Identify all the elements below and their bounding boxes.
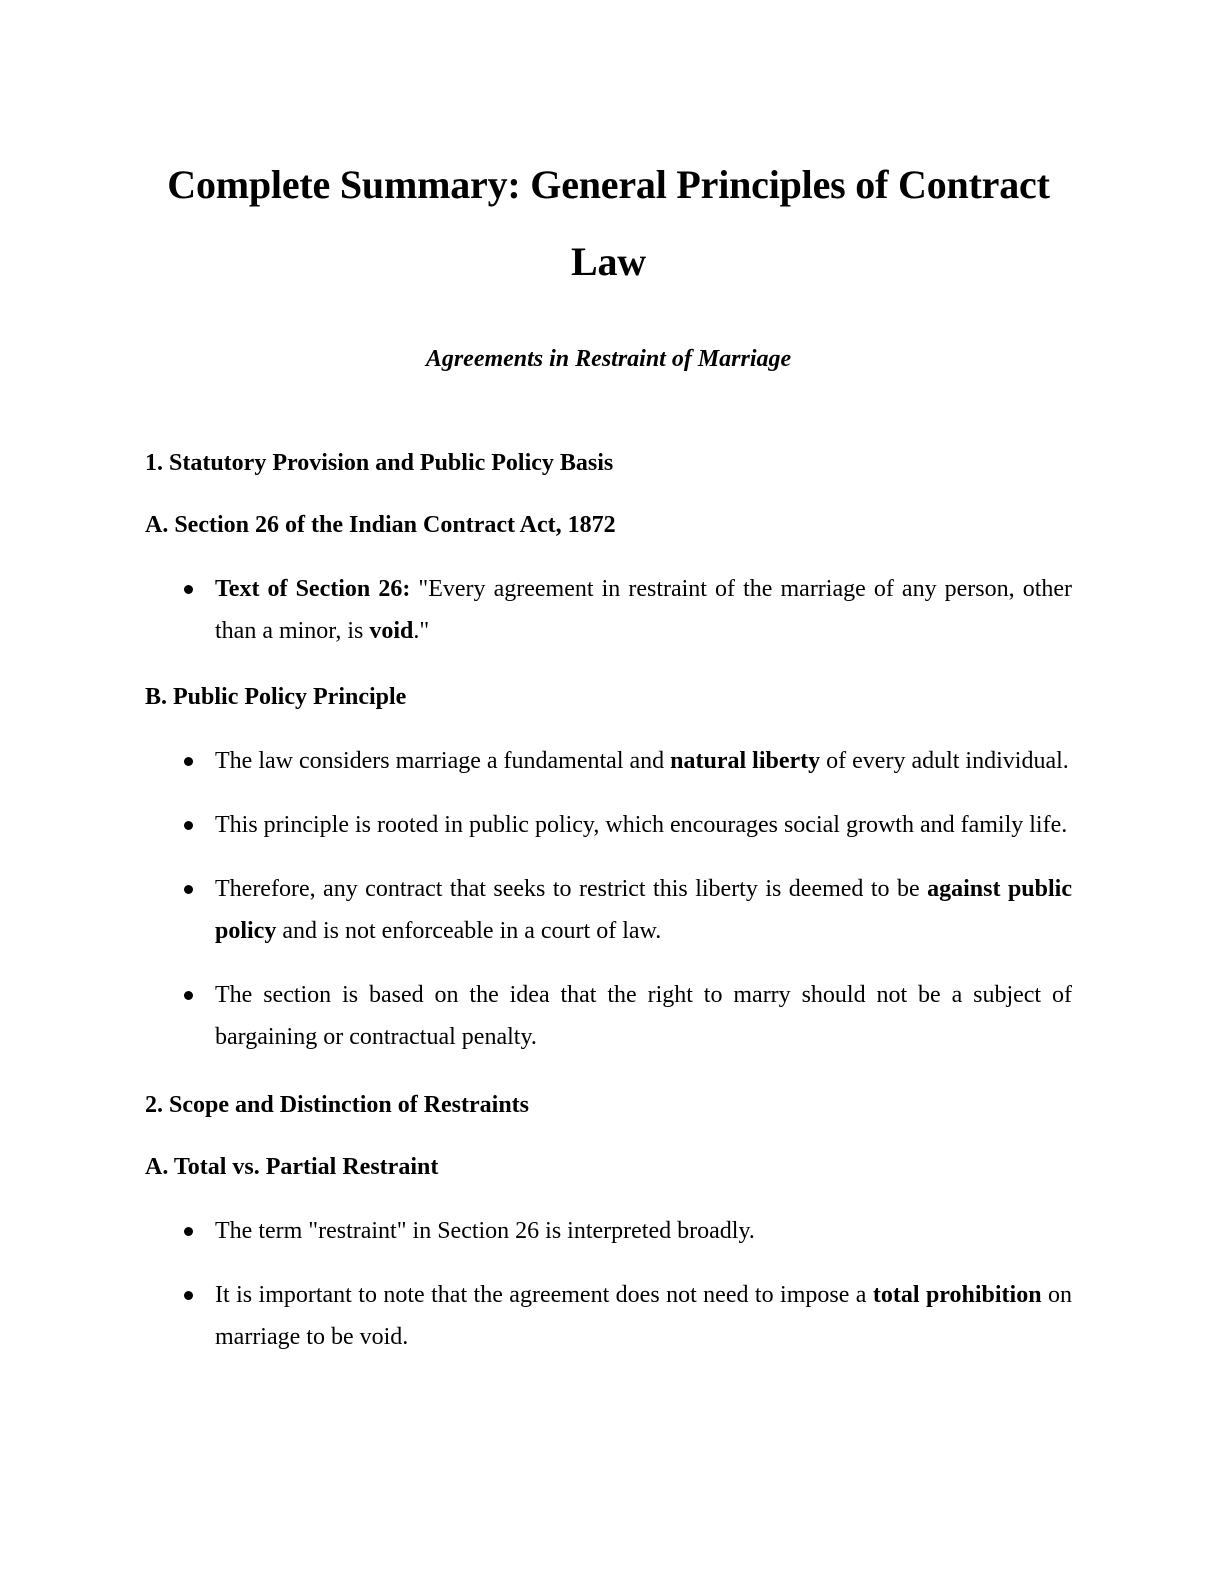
document-body — [145, 446, 1072, 1358]
section-1-subsection-a-list — [145, 568, 1072, 652]
section-1-subsection-a-heading: A. Section 26 of the Indian Contract Act, 1872 — [145, 512, 616, 538]
section-2 — [145, 1088, 1072, 1358]
section-1-subsection-b-heading: B. Public Policy Principle — [145, 684, 407, 710]
section-2-subsection-a-list — [145, 1210, 1072, 1358]
list-item: The section is based on the idea that the right to marry should not be a subject of bargaining or contractual penalty. — [145, 974, 1072, 1058]
list-item: The term "restraint" in Section 26 is interpreted broadly. — [145, 1210, 1072, 1252]
list-item: Therefore, any contract that seeks to restrict this liberty is deemed to be against public policy and is not enforceable in a court of law. — [145, 868, 1072, 952]
section-2-subsection-a-heading: A. Total vs. Partial Restraint — [145, 1154, 439, 1180]
page-title: Complete Summary: General Principles of Contract Law — [167, 162, 1050, 284]
list-item: It is important to note that the agreement does not need to impose a total prohibition on marriage to be void. — [145, 1274, 1072, 1358]
list-item: Text of Section 26: "Every agreement in restraint of the marriage of any person, other than a minor, is void." — [145, 568, 1072, 652]
section-1-heading: 1. Statutory Provision and Public Policy Basis — [145, 450, 614, 476]
title-body-spacer — [145, 376, 1072, 446]
list-item: The law considers marriage a fundamental and natural liberty of every adult individual. — [145, 740, 1072, 782]
section-1-subsection-b-list — [145, 740, 1072, 1058]
page-subtitle: Agreements in Restraint of Marriage — [425, 346, 792, 372]
section-1 — [145, 446, 1072, 1058]
list-item: This principle is rooted in public policy, which encourages social growth and family life. — [145, 804, 1072, 846]
section-2-heading: 2. Scope and Distinction of Restraints — [145, 1092, 530, 1118]
